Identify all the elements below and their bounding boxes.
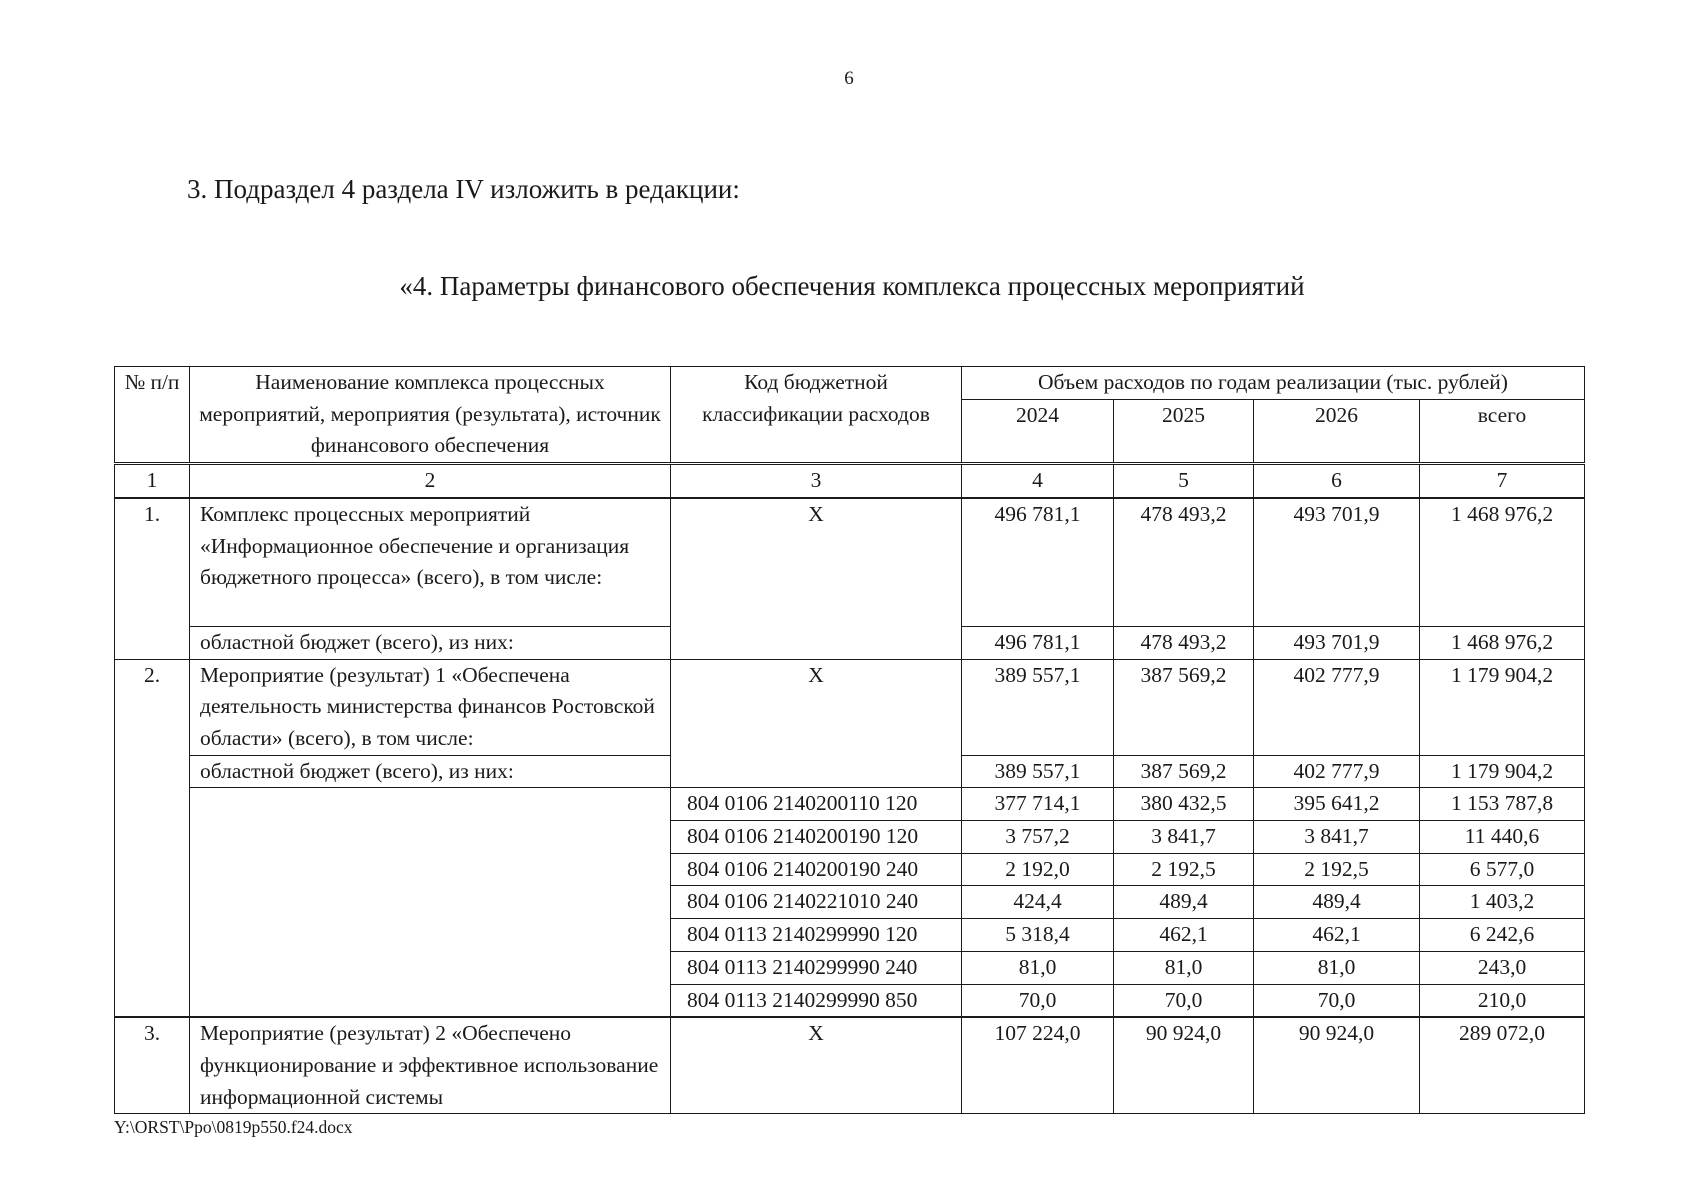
table-row bbox=[115, 788, 1585, 821]
value-2024: 70,0 bbox=[962, 984, 1114, 1017]
value-2026: 2 192,5 bbox=[1254, 853, 1420, 886]
value-total: 1 179 904,2 bbox=[1420, 659, 1585, 755]
value-2025: 380 432,5 bbox=[1114, 788, 1254, 821]
value-2026: 493 701,9 bbox=[1254, 626, 1420, 659]
page-number: 6 bbox=[844, 68, 854, 89]
value-2024: 2 192,0 bbox=[962, 853, 1114, 886]
value-total: 243,0 bbox=[1420, 951, 1585, 984]
column-number: 7 bbox=[1420, 464, 1585, 498]
row-number: 3. bbox=[115, 1017, 190, 1114]
value-2026: 3 841,7 bbox=[1254, 821, 1420, 854]
empty-name-cell bbox=[190, 788, 671, 1017]
value-2024: 424,4 bbox=[962, 886, 1114, 919]
value-2025: 70,0 bbox=[1114, 984, 1254, 1017]
table-row bbox=[115, 659, 1585, 755]
budget-code: 804 0113 2140299990 240 bbox=[671, 951, 962, 984]
row-name: Комплекс процессных мероприятий «Информационное обеспечение и организация бюджетного процесса» (всего), в том числе: bbox=[190, 498, 671, 627]
value-total: 210,0 bbox=[1420, 984, 1585, 1017]
budget-code: 804 0113 2140299990 120 bbox=[671, 919, 962, 952]
column-number: 5 bbox=[1114, 464, 1254, 498]
value-2026: 402 777,9 bbox=[1254, 755, 1420, 788]
budget-code: X bbox=[671, 1017, 962, 1114]
value-2026: 402 777,9 bbox=[1254, 659, 1420, 755]
value-2024: 389 557,1 bbox=[962, 659, 1114, 755]
row-name: Мероприятие (результат) 1 «Обеспечена деятельность министерства финансов Ростовской области» (всего), в том числе: bbox=[190, 659, 671, 755]
budget-code: 804 0106 2140221010 240 bbox=[671, 886, 962, 919]
header-year-2025: 2025 bbox=[1114, 400, 1254, 464]
value-2026: 81,0 bbox=[1254, 951, 1420, 984]
value-2025: 478 493,2 bbox=[1114, 498, 1254, 627]
value-total: 1 179 904,2 bbox=[1420, 755, 1585, 788]
value-total: 1 403,2 bbox=[1420, 886, 1585, 919]
value-2025: 387 569,2 bbox=[1114, 659, 1254, 755]
funding-source: областной бюджет (всего), из них: bbox=[190, 626, 671, 659]
value-2024: 81,0 bbox=[962, 951, 1114, 984]
column-number: 4 bbox=[962, 464, 1114, 498]
value-2025: 3 841,7 bbox=[1114, 821, 1254, 854]
header-code: Код бюджетной классификации расходов bbox=[671, 367, 962, 464]
budget-code: 804 0113 2140299990 850 bbox=[671, 984, 962, 1017]
value-2025: 462,1 bbox=[1114, 919, 1254, 952]
table-title: «4. Параметры финансового обеспечения комплекса процессных мероприятий bbox=[399, 271, 1305, 301]
value-2026: 489,4 bbox=[1254, 886, 1420, 919]
header-name: Наименование комплекса процессных мероприятий, мероприятия (результата), источник финансового обеспечения bbox=[190, 367, 671, 464]
header-no: № п/п bbox=[115, 367, 190, 464]
column-number: 6 bbox=[1254, 464, 1420, 498]
value-total: 11 440,6 bbox=[1420, 821, 1585, 854]
value-2025: 81,0 bbox=[1114, 951, 1254, 984]
column-number: 2 bbox=[190, 464, 671, 498]
value-2024: 496 781,1 bbox=[962, 498, 1114, 627]
header-volume: Объем расходов по годам реализации (тыс. рублей) bbox=[962, 367, 1585, 400]
value-2026: 90 924,0 bbox=[1254, 1017, 1420, 1114]
row-number: 2. bbox=[115, 659, 190, 1017]
value-2025: 2 192,5 bbox=[1114, 853, 1254, 886]
value-2024: 3 757,2 bbox=[962, 821, 1114, 854]
financial-parameters-table bbox=[114, 366, 1585, 1114]
value-total: 1 468 976,2 bbox=[1420, 626, 1585, 659]
value-2025: 387 569,2 bbox=[1114, 755, 1254, 788]
value-2026: 70,0 bbox=[1254, 984, 1420, 1017]
header-total: всего bbox=[1420, 400, 1585, 464]
intro-paragraph: 3. Подраздел 4 раздела IV изложить в редакции: bbox=[187, 174, 740, 204]
column-number: 3 bbox=[671, 464, 962, 498]
budget-code: X bbox=[671, 498, 962, 659]
value-total: 6 577,0 bbox=[1420, 853, 1585, 886]
value-2024: 496 781,1 bbox=[962, 626, 1114, 659]
table-row bbox=[115, 1017, 1585, 1114]
value-2024: 377 714,1 bbox=[962, 788, 1114, 821]
funding-source: областной бюджет (всего), из них: bbox=[190, 755, 671, 788]
budget-code: 804 0106 2140200190 120 bbox=[671, 821, 962, 854]
header-year-2024: 2024 bbox=[962, 400, 1114, 464]
value-total: 289 072,0 bbox=[1420, 1017, 1585, 1114]
budget-code: X bbox=[671, 659, 962, 788]
value-2024: 107 224,0 bbox=[962, 1017, 1114, 1114]
row-number: 1. bbox=[115, 498, 190, 659]
table-row bbox=[115, 498, 1585, 627]
column-number: 1 bbox=[115, 464, 190, 498]
value-2024: 5 318,4 bbox=[962, 919, 1114, 952]
budget-code: 804 0106 2140200110 120 bbox=[671, 788, 962, 821]
value-2026: 395 641,2 bbox=[1254, 788, 1420, 821]
row-name: Мероприятие (результат) 2 «Обеспечено функционирование и эффективное использование информационной системы bbox=[190, 1017, 671, 1114]
value-total: 1 468 976,2 bbox=[1420, 498, 1585, 627]
value-total: 6 242,6 bbox=[1420, 919, 1585, 952]
file-path-footer: Y:\ORST\Ppo\0819p550.f24.docx bbox=[114, 1117, 353, 1137]
header-year-2026: 2026 bbox=[1254, 400, 1420, 464]
budget-code: 804 0106 2140200190 240 bbox=[671, 853, 962, 886]
value-2026: 493 701,9 bbox=[1254, 498, 1420, 627]
value-2024: 389 557,1 bbox=[962, 755, 1114, 788]
value-total: 1 153 787,8 bbox=[1420, 788, 1585, 821]
value-2025: 478 493,2 bbox=[1114, 626, 1254, 659]
value-2025: 489,4 bbox=[1114, 886, 1254, 919]
value-2026: 462,1 bbox=[1254, 919, 1420, 952]
value-2025: 90 924,0 bbox=[1114, 1017, 1254, 1114]
